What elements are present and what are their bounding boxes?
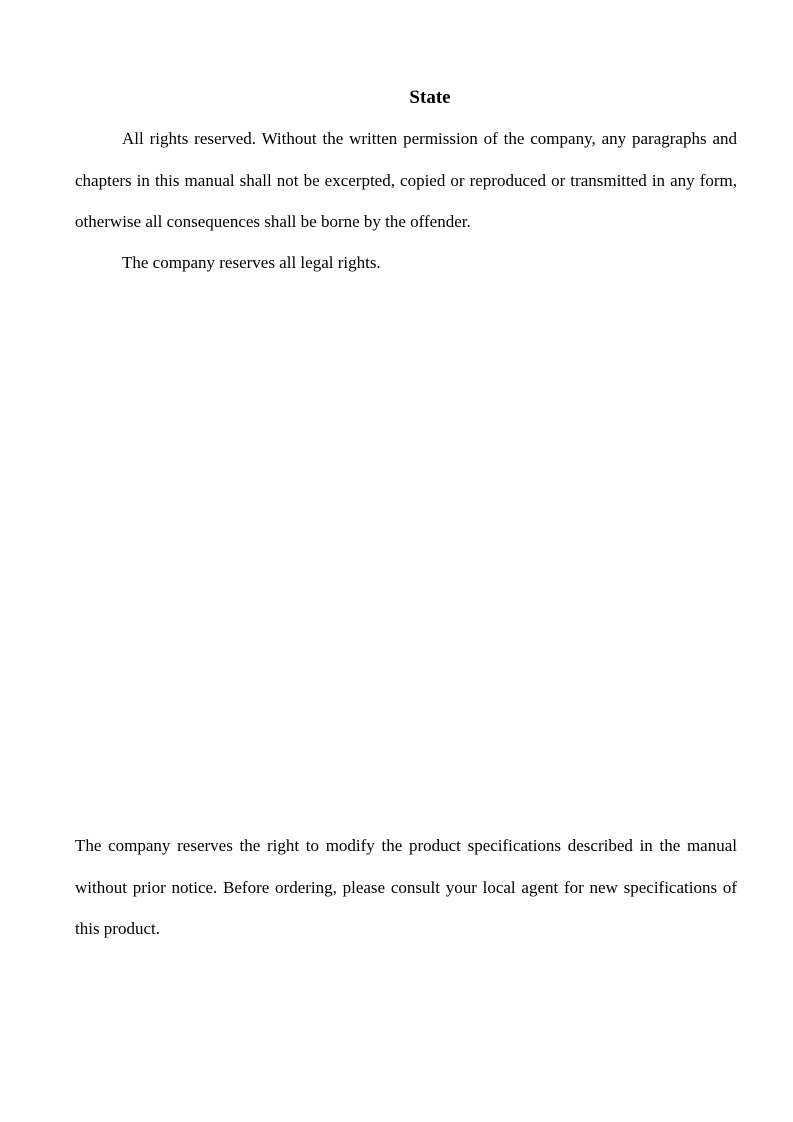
copyright-paragraph: All rights reserved. Without the written permission of the company, any paragraphs and chapters in this manual shall not be excerpted, copied or reproduced or transmitted in any form, otherwise all consequences shall be borne by the offender. (75, 129, 737, 231)
legal-rights-paragraph: The company reserves all legal rights. (122, 253, 381, 272)
specifications-notice-paragraph: The company reserves the right to modify the product specifications described in the manual without prior notice. Before ordering, please consult your local agent for new specifications of this product. (75, 836, 737, 938)
page-title: State (409, 87, 451, 108)
